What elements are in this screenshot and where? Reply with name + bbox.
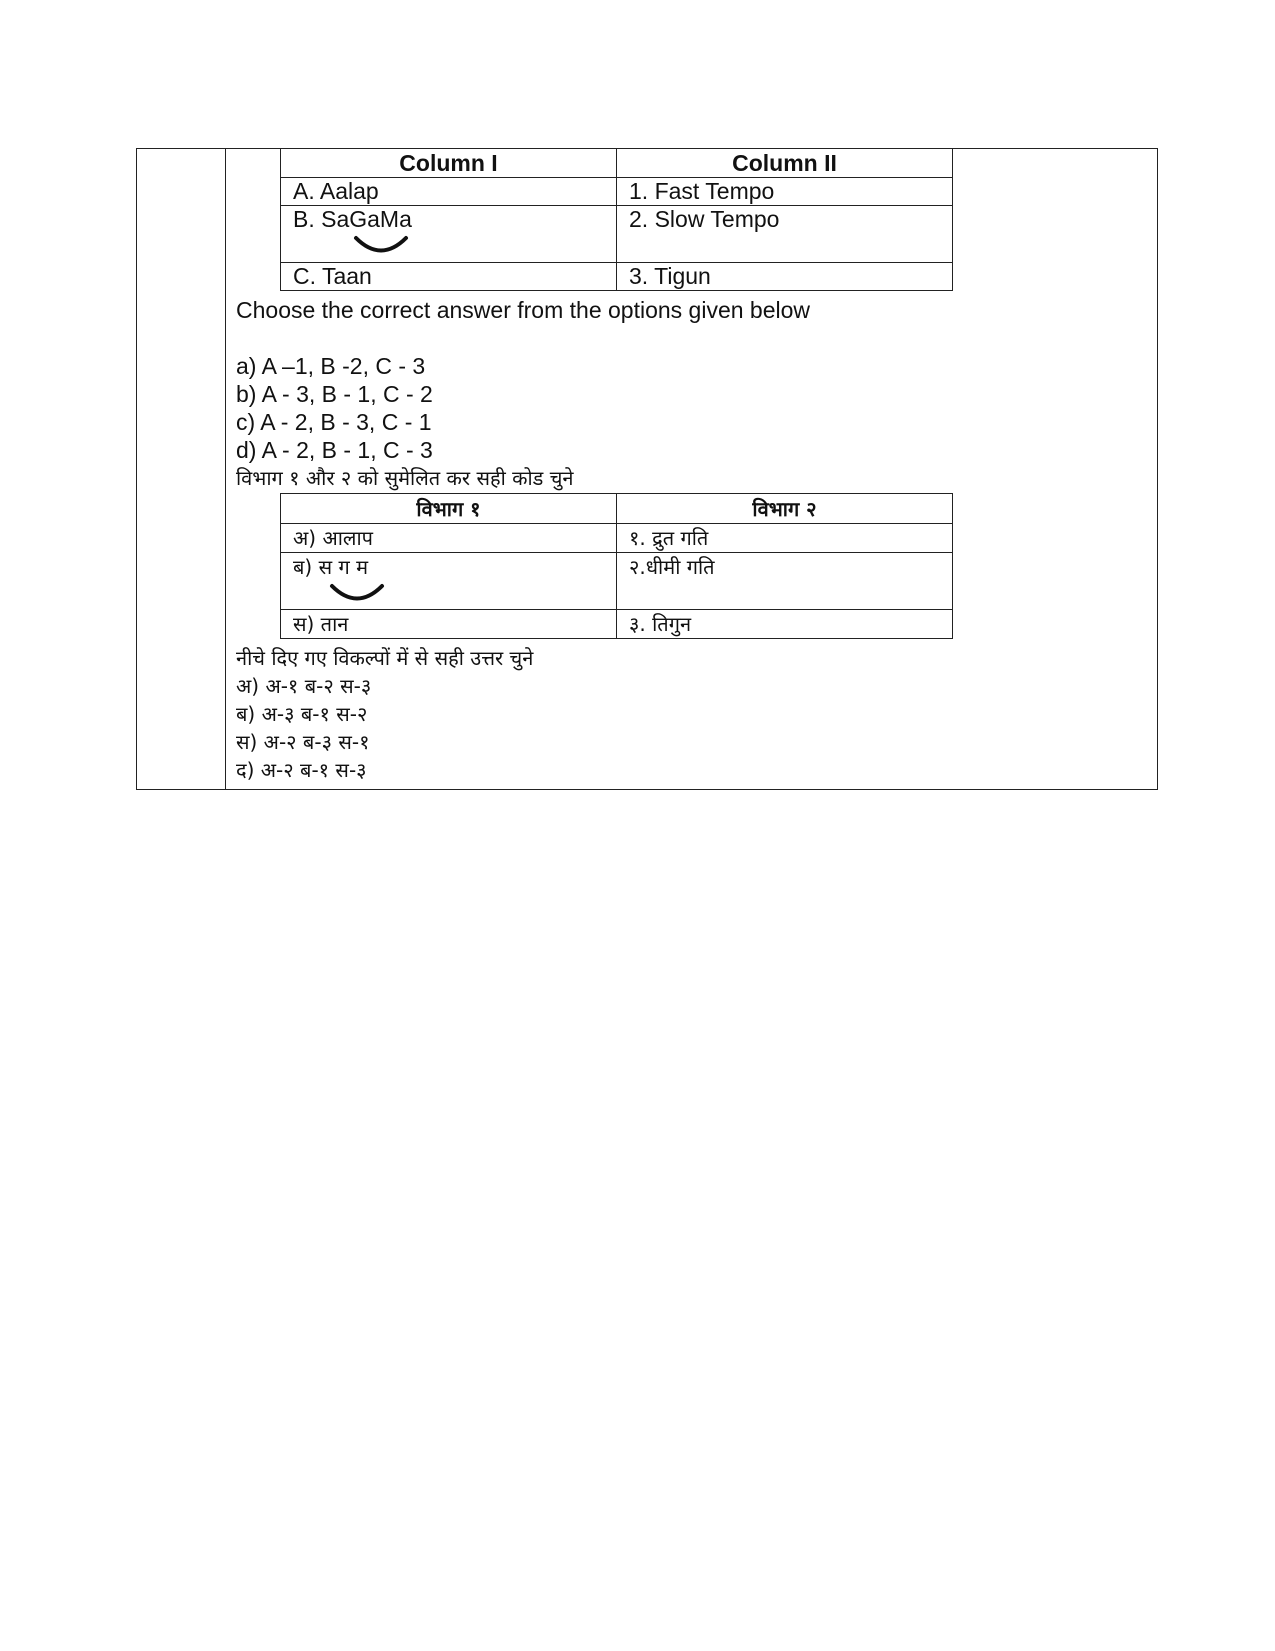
- option-b: b) A - 3, B - 1, C - 2: [236, 381, 433, 407]
- column-2-header: Column II: [617, 149, 953, 178]
- table-cell: 1. Fast Tempo: [617, 178, 953, 206]
- option-a: a) A –1, B -2, C - 3: [236, 353, 426, 379]
- table-cell: २.धीमी गति: [617, 553, 953, 610]
- meend-arc-icon: [353, 235, 409, 255]
- hindi-option-d: द) अ-२ ब-१ स-३: [236, 758, 367, 782]
- hindi-instruction: नीचे दिए गए विकल्पों में से सही उत्तर चुने: [236, 646, 534, 670]
- table-row: [281, 178, 953, 206]
- hindi-match-table: [280, 493, 953, 639]
- hindi-option-a: अ) अ-१ ब-२ स-३: [236, 674, 372, 698]
- table-cell: C. Taan: [281, 263, 617, 291]
- hindi-heading: विभाग १ और २ को सुमेलित कर सही कोड चुने: [236, 466, 574, 490]
- table-header-row: [281, 149, 953, 178]
- table-cell: [281, 206, 617, 263]
- table-cell: स) तान: [281, 610, 617, 639]
- table-cell: [281, 553, 617, 610]
- cell-text: ब) स ग म: [293, 555, 369, 579]
- column-divider-1: [225, 149, 226, 789]
- table-header-row: [281, 494, 953, 524]
- hindi-option-b: ब) अ-३ ब-१ स-२: [236, 702, 368, 726]
- column-1-header: विभाग १: [281, 494, 617, 524]
- table-cell: १. द्रुत गति: [617, 524, 953, 553]
- meend-arc-icon: [329, 583, 385, 603]
- table-cell: अ) आलाप: [281, 524, 617, 553]
- cell-text: B. SaGaMa: [293, 206, 412, 232]
- table-row: [281, 206, 953, 263]
- table-row: [281, 610, 953, 639]
- hindi-option-c: स) अ-२ ब-३ स-१: [236, 730, 370, 754]
- table-row: [281, 524, 953, 553]
- table-cell: A. Aalap: [281, 178, 617, 206]
- table-row: [281, 553, 953, 610]
- table-cell: ३. तिगुन: [617, 610, 953, 639]
- english-match-table: [280, 148, 953, 291]
- column-1-header: Column I: [281, 149, 617, 178]
- table-row: [281, 263, 953, 291]
- english-instruction: Choose the correct answer from the options given below: [236, 297, 811, 323]
- table-cell: 3. Tigun: [617, 263, 953, 291]
- option-d: d) A - 2, B - 1, C - 3: [236, 437, 433, 463]
- column-2-header: विभाग २: [617, 494, 953, 524]
- option-c: c) A - 2, B - 3, C - 1: [236, 409, 432, 435]
- table-cell: 2. Slow Tempo: [617, 206, 953, 263]
